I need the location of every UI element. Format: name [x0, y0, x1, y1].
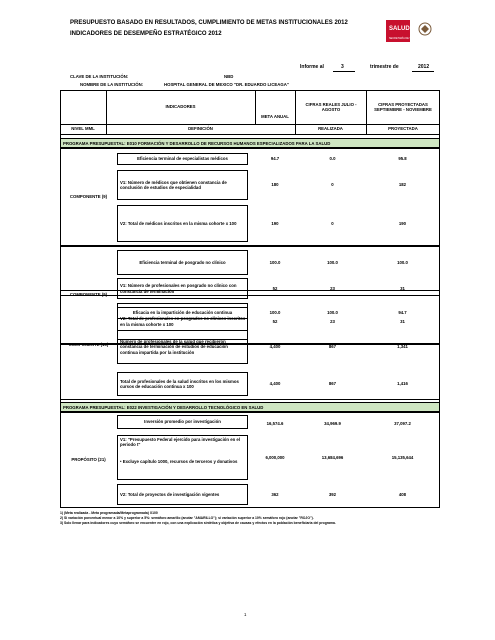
meta-anual-value: 362 [271, 491, 279, 497]
trimestre-label: trimestre de [370, 64, 399, 70]
nombre-label: NOMBRE DE LA INSTITUCIÓN: [80, 82, 144, 87]
meta-anual-value: 6,000,000 [265, 454, 285, 460]
indicator-definition: Eficiencia terminal de posgrado no clínico [139, 259, 226, 265]
meta-anual-value: 52 [272, 285, 278, 291]
realizada-value: 100.0 [327, 310, 338, 316]
indicator-definition: Eficacia en la impartición de educación continua [132, 310, 233, 316]
proyectada-value: 31 [400, 285, 405, 291]
realizada-value: 23 [330, 318, 335, 324]
meta-anual-value: 16,574.6 [266, 421, 284, 427]
footnote: 3) Solo llenar para indicadores cuyo semáforo se encuentre en rojo, con una explicación sintética y objetiva de causas y efectos en la población beneficiaria del programa. [60, 521, 336, 525]
header-indicadores: INDICADORES [165, 104, 196, 110]
proyectada-value: 100.0 [397, 259, 408, 265]
clave-value: NBD [224, 74, 234, 79]
realizada-value: 867 [328, 381, 337, 387]
meta-anual-value: 100.0 [269, 310, 281, 316]
header-realizada: REALIZADA [318, 126, 343, 132]
indicator-definition: Inversión promedio por investigación [144, 419, 221, 425]
header-cifras-proyectadas: CIFRAS PROYECTADAS SEPTIEMBRE - NOVIEMBRE [374, 101, 432, 112]
nombre-value: HOSPITAL GENERAL DE MEXICO "DR. EDUARDO LICEAGA" [164, 82, 289, 87]
meta-anual-value: 4,400 [269, 344, 281, 350]
informe-label: Informe al [300, 64, 324, 70]
proyectada-value: 182 [398, 182, 407, 188]
variable-definition: V1: Número de profesionales en posgrado no clínico con constancia de terminación [120, 283, 237, 294]
page-number: 1 [244, 612, 247, 617]
proyectada-value: 190 [398, 220, 407, 226]
block-level: COMPONENTE (9) [69, 194, 108, 200]
block-level: COMPONENTE (9) [69, 292, 108, 298]
logo-text: SALUD [389, 26, 410, 32]
variable-definition: V2: Total de médicos inscritos en la misma cohorte x 100 [120, 220, 237, 226]
program-banner-e022: PROGRAMA PRESUPUESTAL: E022 INVESTIGACIÓN Y DESARROLLO TECNOLÓGICO EN SALUD [60, 402, 440, 412]
proyectada-value: 95.8 [398, 156, 407, 162]
realizada-value: 34,969.9 [324, 421, 341, 427]
report-year: 2012 [418, 64, 430, 70]
header-proyectada: PROYECTADA [388, 126, 418, 132]
proyectada-value: 31 [400, 318, 405, 324]
proyectada-value: 37,097.2 [394, 421, 411, 427]
footnote: 2) Si variación porcentual menor a 10% y superior a 5%: semáforo amarillo (anotar "AMARILLO"); si variación superior a 10% semáforo rojo (anotar "ROJO"). [60, 516, 314, 520]
header-cifras-reales: CIFRAS REALES JULIO - AGOSTO [305, 101, 357, 112]
program-banner-e010: PROGRAMA PRESUPUESTAL: E010 FORMACIÓN Y DESARROLLO DE RECURSOS HUMANOS ESPECIALIZADOS PARA LA SALUD [60, 138, 440, 148]
variable-note: • Excluye capítulo 1000, recursos de terceros y donativos [120, 459, 238, 464]
variable-definition: Total de profesionales de la salud inscritos en los mismos cursos de educación continua x 100 [120, 378, 239, 389]
realizada-value: 13,684,696 [321, 454, 344, 460]
proyectada-value: 1,341 [397, 344, 408, 350]
footnote: 1) (Meta realizada - Meta programada/Metaprogramada) X100 [60, 511, 158, 515]
variable-definition: V1: "Presupuesto Federal ejercido para investigación en el periodo t" [120, 437, 241, 448]
meta-anual-value: 94.7 [270, 156, 280, 162]
realizada-value: 0.0 [329, 156, 336, 162]
realizada-value: 0 [331, 220, 334, 226]
variable-definition: V2: Total de proyectos de investigación vigentes [120, 491, 220, 497]
header-meta-anual: META ANUAL [261, 114, 289, 120]
variable-definition: V2: Total de profesionales en posgrados no clínicos inscritos en la misma cohorte x 100 [120, 316, 246, 327]
realizada-value: 867 [328, 344, 337, 350]
report-subtitle: INDICADORES DE DESEMPEÑO ESTRATÉGICO 2012 [70, 31, 222, 37]
variable-definition: V1: Número de médicos que obtienen constancia de conclusión de estudios de especialidad [120, 179, 227, 190]
proyectada-value: 1,416 [397, 381, 408, 387]
indicator-definition: Eficiencia terminal de especialistas médicos [137, 156, 228, 162]
proyectada-value: 408 [398, 491, 407, 497]
clave-label: CLAVE DE LA INSTITUCIÓN: [70, 74, 129, 79]
proyectada-value: 94.7 [398, 310, 407, 316]
proyectada-value: 15,135,644 [391, 454, 414, 460]
meta-anual-value: 100.0 [269, 259, 281, 265]
block-level: COMPONENTE (10) [68, 342, 109, 348]
meta-anual-value: 4,400 [269, 381, 281, 387]
realizada-value: 0 [331, 182, 334, 188]
header-definicion: DEFINICIÓN [188, 126, 213, 132]
report-title: PRESUPUESTO BASADO EN RESULTADOS, CUMPLIMIENTO DE METAS INSTITUCIONALES 2012 [70, 20, 348, 26]
meta-anual-value: 52 [272, 318, 278, 324]
meta-anual-value: 180 [271, 182, 279, 188]
header-nivel-mml: NIVEL MML [71, 126, 95, 132]
realizada-value: 100.0 [327, 259, 338, 265]
block-level: PROPÓSITO (21) [71, 457, 106, 463]
variable-definition: Número de profesionales de la salud que recibieron constancia de terminación de estudios de educación continua impartida por la institución [120, 339, 228, 355]
meta-anual-value: 190 [271, 220, 279, 226]
realizada-value: 392 [328, 491, 337, 497]
realizada-value: 23 [330, 285, 335, 291]
logo-subtext: SECRETARÍA DE SALUD [389, 37, 418, 40]
informe-number: 3 [341, 64, 344, 70]
